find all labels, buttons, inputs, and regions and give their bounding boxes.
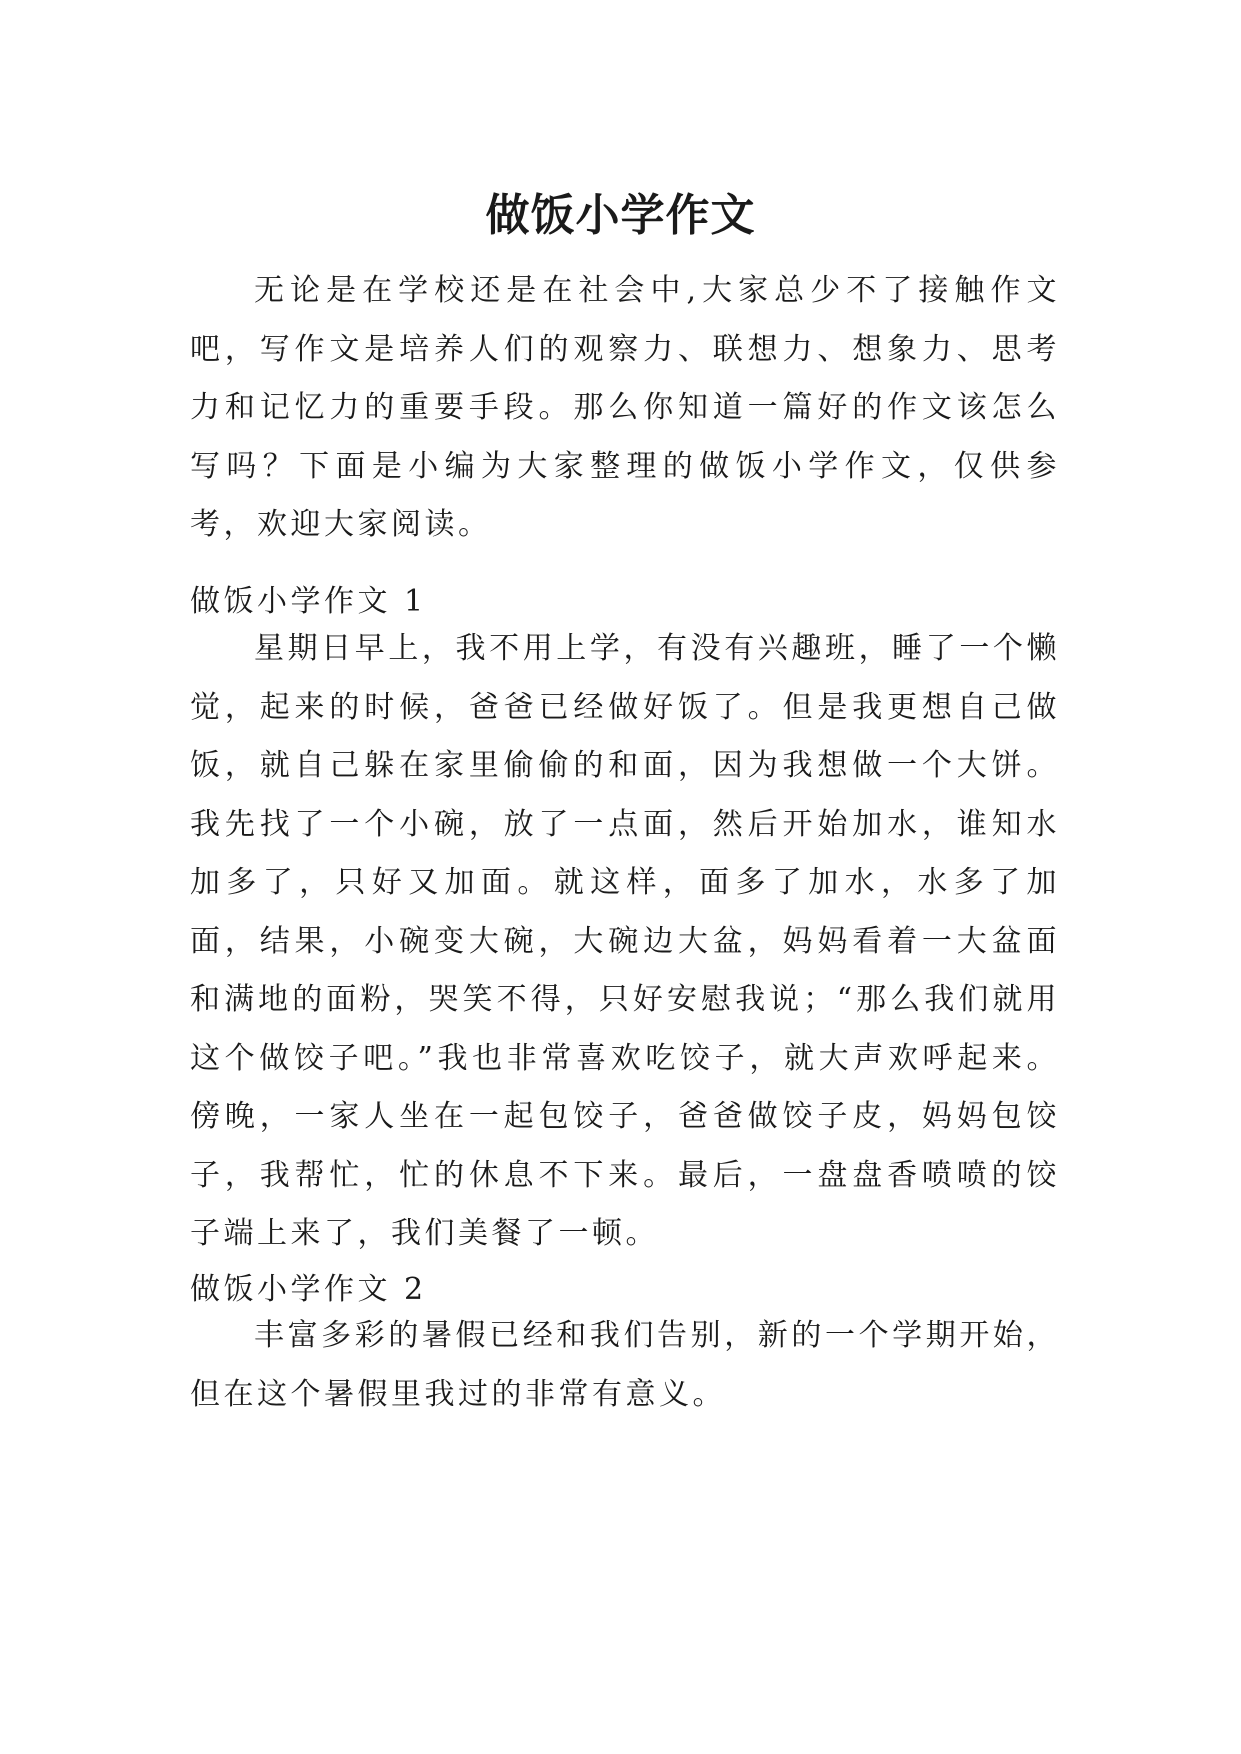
essay-2-paragraph: 丰富多彩的暑假已经和我们告别，新的一个学期开始，但在这个暑假里我过的非常有意义。 <box>190 1318 1060 1412</box>
essay-1-paragraph: 星期日早上，我不用上学，有没有兴趣班，睡了一个懒觉，起来的时候，爸爸已经做好饭了。但是我更想自己做饭，就自己躲在家里偷偷的和面，因为我想做一个大饼。我先找了一个小碗，放了一点面，然后开始加水，谁知水加多了，只好又加面。就这样，面多了加水，水多了加面，结果，小碗变大碗，大碗边大盆，妈妈看着一大盆面和满地的面粉，哭笑不得，只好安慰我说；“那么我们就用这个做饺子吧。”我也非常喜欢吃饺子，就大声欢呼起来。 傍晚，一家人坐在一起包饺子，爸爸做饺子皮，妈妈包饺子，我帮忙，忙的休息不下来。最后，一盘盘香喷喷的饺子端上来了，我们美餐了一顿。 <box>190 631 1060 1251</box>
essay-1-heading: 做饭小学作文 1 <box>190 584 427 619</box>
essay-2-section <box>190 1307 1060 1424</box>
intro-paragraph: 无论是在学校还是在社会中,大家总少不了接触作文吧，写作文是培养人们的观察力、联想力、想象力、思考力和记忆力的重要手段。那么你知道一篇好的作文该怎么写吗？下面是小编为大家整理的做饭小学作文，仅供参考，欢迎大家阅读。 <box>190 273 1060 542</box>
document-title: 做饭小学作文 <box>485 190 756 242</box>
essay-1-section <box>190 620 1060 1264</box>
essay-2-heading: 做饭小学作文 2 <box>190 1272 427 1307</box>
intro-section <box>190 262 1060 555</box>
